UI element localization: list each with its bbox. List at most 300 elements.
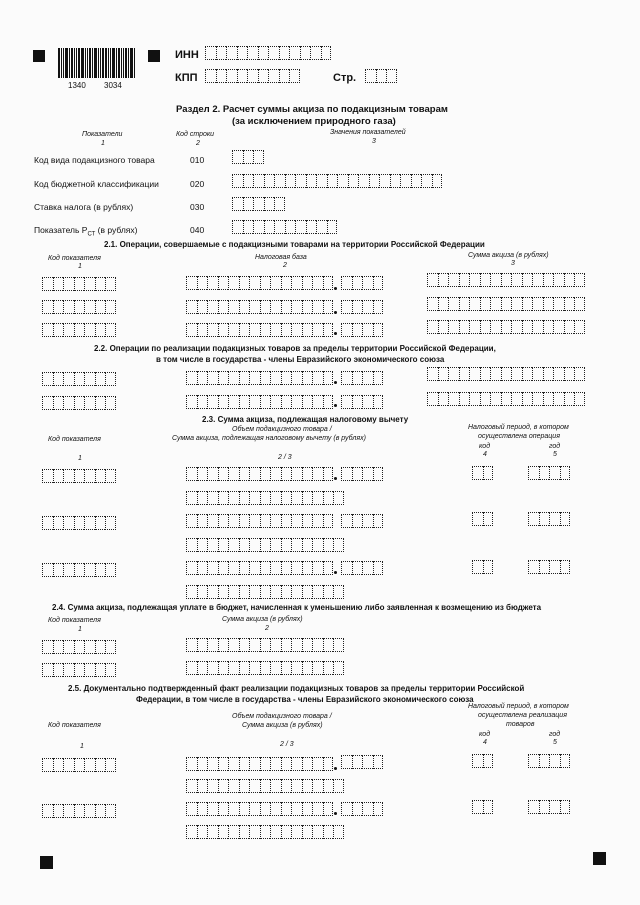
character-cell[interactable] xyxy=(480,392,491,406)
character-cell[interactable] xyxy=(438,320,449,334)
character-cell[interactable] xyxy=(197,276,208,290)
character-cell[interactable] xyxy=(323,757,334,771)
character-cell[interactable] xyxy=(74,804,85,818)
character-cell[interactable] xyxy=(528,800,539,814)
character-cell[interactable] xyxy=(323,561,334,575)
character-cell[interactable] xyxy=(42,372,53,386)
character-cell[interactable] xyxy=(373,395,384,409)
character-cell[interactable] xyxy=(291,323,302,337)
character-cell[interactable] xyxy=(483,466,494,480)
character-cell[interactable] xyxy=(323,802,334,816)
character-cell[interactable] xyxy=(63,277,74,291)
character-cell[interactable] xyxy=(333,491,344,505)
character-cell[interactable] xyxy=(207,638,218,652)
character-cell[interactable] xyxy=(400,174,411,188)
character-cell[interactable] xyxy=(365,69,376,83)
s23-period-year[interactable] xyxy=(528,560,570,574)
character-cell[interactable] xyxy=(239,300,250,314)
s23-code-field[interactable] xyxy=(42,563,116,577)
character-cell[interactable] xyxy=(459,297,470,311)
s21-code-field[interactable] xyxy=(42,300,116,314)
character-cell[interactable] xyxy=(239,276,250,290)
character-cell[interactable] xyxy=(218,638,229,652)
character-cell[interactable] xyxy=(490,273,501,287)
character-cell[interactable] xyxy=(352,276,363,290)
character-cell[interactable] xyxy=(323,491,334,505)
character-cell[interactable] xyxy=(291,395,302,409)
character-cell[interactable] xyxy=(63,640,74,654)
character-cell[interactable] xyxy=(197,779,208,793)
character-cell[interactable] xyxy=(249,395,260,409)
character-cell[interactable] xyxy=(228,323,239,337)
character-cell[interactable] xyxy=(218,802,229,816)
character-cell[interactable] xyxy=(207,661,218,675)
character-cell[interactable] xyxy=(564,320,575,334)
character-cell[interactable] xyxy=(228,538,239,552)
s25-period-year[interactable] xyxy=(528,754,570,768)
character-cell[interactable] xyxy=(323,514,334,528)
character-cell[interactable] xyxy=(528,512,539,526)
character-cell[interactable] xyxy=(289,46,300,60)
character-cell[interactable] xyxy=(197,661,208,675)
character-cell[interactable] xyxy=(84,300,95,314)
character-cell[interactable] xyxy=(42,277,53,291)
character-cell[interactable] xyxy=(532,297,543,311)
character-cell[interactable] xyxy=(483,754,494,768)
character-cell[interactable] xyxy=(239,538,250,552)
character-cell[interactable] xyxy=(270,757,281,771)
character-cell[interactable] xyxy=(341,467,352,481)
tax-rate-field[interactable] xyxy=(232,197,285,211)
character-cell[interactable] xyxy=(560,800,571,814)
character-cell[interactable] xyxy=(105,300,116,314)
character-cell[interactable] xyxy=(348,174,359,188)
character-cell[interactable] xyxy=(239,779,250,793)
character-cell[interactable] xyxy=(323,638,334,652)
character-cell[interactable] xyxy=(218,491,229,505)
character-cell[interactable] xyxy=(260,825,271,839)
character-cell[interactable] xyxy=(302,802,313,816)
character-cell[interactable] xyxy=(74,300,85,314)
character-cell[interactable] xyxy=(84,640,95,654)
character-cell[interactable] xyxy=(239,371,250,385)
character-cell[interactable] xyxy=(291,514,302,528)
character-cell[interactable] xyxy=(239,467,250,481)
character-cell[interactable] xyxy=(472,754,483,768)
character-cell[interactable] xyxy=(228,661,239,675)
character-cell[interactable] xyxy=(258,46,269,60)
s24-code-field[interactable] xyxy=(42,663,116,677)
character-cell[interactable] xyxy=(553,320,564,334)
character-cell[interactable] xyxy=(302,323,313,337)
s21-amount-field[interactable] xyxy=(427,297,585,311)
character-cell[interactable] xyxy=(549,466,560,480)
character-cell[interactable] xyxy=(260,514,271,528)
character-cell[interactable] xyxy=(448,367,459,381)
character-cell[interactable] xyxy=(243,174,254,188)
character-cell[interactable] xyxy=(42,563,53,577)
character-cell[interactable] xyxy=(270,661,281,675)
character-cell[interactable] xyxy=(553,392,564,406)
character-cell[interactable] xyxy=(312,491,323,505)
s23-volume-field[interactable] xyxy=(186,561,333,575)
character-cell[interactable] xyxy=(333,779,344,793)
character-cell[interactable] xyxy=(53,663,64,677)
character-cell[interactable] xyxy=(95,469,106,483)
character-cell[interactable] xyxy=(74,372,85,386)
character-cell[interactable] xyxy=(270,467,281,481)
character-cell[interactable] xyxy=(228,638,239,652)
s23-code-field[interactable] xyxy=(42,469,116,483)
character-cell[interactable] xyxy=(53,396,64,410)
character-cell[interactable] xyxy=(249,491,260,505)
character-cell[interactable] xyxy=(312,538,323,552)
s22-code-field[interactable] xyxy=(42,372,116,386)
character-cell[interactable] xyxy=(228,585,239,599)
character-cell[interactable] xyxy=(186,779,197,793)
character-cell[interactable] xyxy=(543,392,554,406)
character-cell[interactable] xyxy=(480,320,491,334)
character-cell[interactable] xyxy=(306,174,317,188)
character-cell[interactable] xyxy=(323,371,334,385)
character-cell[interactable] xyxy=(197,825,208,839)
character-cell[interactable] xyxy=(291,757,302,771)
character-cell[interactable] xyxy=(186,538,197,552)
character-cell[interactable] xyxy=(302,561,313,575)
character-cell[interactable] xyxy=(302,491,313,505)
character-cell[interactable] xyxy=(369,174,380,188)
character-cell[interactable] xyxy=(352,561,363,575)
character-cell[interactable] xyxy=(295,174,306,188)
character-cell[interactable] xyxy=(522,273,533,287)
character-cell[interactable] xyxy=(564,297,575,311)
character-cell[interactable] xyxy=(63,758,74,772)
character-cell[interactable] xyxy=(539,754,550,768)
character-cell[interactable] xyxy=(472,512,483,526)
character-cell[interactable] xyxy=(448,392,459,406)
character-cell[interactable] xyxy=(197,802,208,816)
character-cell[interactable] xyxy=(386,69,397,83)
character-cell[interactable] xyxy=(186,757,197,771)
character-cell[interactable] xyxy=(218,538,229,552)
character-cell[interactable] xyxy=(218,661,229,675)
character-cell[interactable] xyxy=(539,512,550,526)
character-cell[interactable] xyxy=(260,395,271,409)
character-cell[interactable] xyxy=(239,638,250,652)
s25-volume-field[interactable] xyxy=(186,802,333,816)
character-cell[interactable] xyxy=(270,802,281,816)
character-cell[interactable] xyxy=(323,467,334,481)
character-cell[interactable] xyxy=(281,371,292,385)
character-cell[interactable] xyxy=(260,538,271,552)
character-cell[interactable] xyxy=(472,560,483,574)
excise-type-code-field[interactable] xyxy=(232,150,264,164)
character-cell[interactable] xyxy=(270,561,281,575)
character-cell[interactable] xyxy=(438,367,449,381)
character-cell[interactable] xyxy=(291,779,302,793)
character-cell[interactable] xyxy=(270,585,281,599)
character-cell[interactable] xyxy=(95,300,106,314)
character-cell[interactable] xyxy=(373,323,384,337)
character-cell[interactable] xyxy=(564,392,575,406)
character-cell[interactable] xyxy=(260,371,271,385)
character-cell[interactable] xyxy=(260,323,271,337)
character-cell[interactable] xyxy=(362,395,373,409)
s21-amount-field[interactable] xyxy=(427,320,585,334)
character-cell[interactable] xyxy=(459,392,470,406)
character-cell[interactable] xyxy=(186,661,197,675)
character-cell[interactable] xyxy=(260,585,271,599)
character-cell[interactable] xyxy=(532,320,543,334)
character-cell[interactable] xyxy=(312,467,323,481)
character-cell[interactable] xyxy=(574,273,585,287)
character-cell[interactable] xyxy=(239,395,250,409)
character-cell[interactable] xyxy=(295,220,306,234)
character-cell[interactable] xyxy=(302,371,313,385)
character-cell[interactable] xyxy=(232,150,243,164)
character-cell[interactable] xyxy=(264,220,275,234)
character-cell[interactable] xyxy=(247,46,258,60)
character-cell[interactable] xyxy=(281,538,292,552)
character-cell[interactable] xyxy=(376,69,387,83)
character-cell[interactable] xyxy=(539,466,550,480)
character-cell[interactable] xyxy=(564,273,575,287)
s23-volume-field[interactable] xyxy=(186,467,333,481)
character-cell[interactable] xyxy=(95,563,106,577)
character-cell[interactable] xyxy=(549,512,560,526)
s25-code-field[interactable] xyxy=(42,758,116,772)
character-cell[interactable] xyxy=(333,538,344,552)
character-cell[interactable] xyxy=(186,825,197,839)
character-cell[interactable] xyxy=(74,323,85,337)
character-cell[interactable] xyxy=(249,300,260,314)
character-cell[interactable] xyxy=(574,297,585,311)
character-cell[interactable] xyxy=(312,323,323,337)
character-cell[interactable] xyxy=(105,469,116,483)
character-cell[interactable] xyxy=(490,367,501,381)
page-field[interactable] xyxy=(365,69,397,83)
character-cell[interactable] xyxy=(341,755,352,769)
character-cell[interactable] xyxy=(553,273,564,287)
s25-amount-field[interactable] xyxy=(186,779,344,793)
character-cell[interactable] xyxy=(84,469,95,483)
character-cell[interactable] xyxy=(207,395,218,409)
character-cell[interactable] xyxy=(560,512,571,526)
character-cell[interactable] xyxy=(218,467,229,481)
character-cell[interactable] xyxy=(218,371,229,385)
character-cell[interactable] xyxy=(427,392,438,406)
character-cell[interactable] xyxy=(260,661,271,675)
character-cell[interactable] xyxy=(197,514,208,528)
character-cell[interactable] xyxy=(291,638,302,652)
character-cell[interactable] xyxy=(438,273,449,287)
character-cell[interactable] xyxy=(312,825,323,839)
character-cell[interactable] xyxy=(228,802,239,816)
character-cell[interactable] xyxy=(186,467,197,481)
s24-amount-field[interactable] xyxy=(186,661,344,675)
s21-base-fraction[interactable] xyxy=(341,276,383,290)
character-cell[interactable] xyxy=(549,754,560,768)
character-cell[interactable] xyxy=(218,276,229,290)
character-cell[interactable] xyxy=(253,197,264,211)
character-cell[interactable] xyxy=(218,300,229,314)
character-cell[interactable] xyxy=(312,638,323,652)
character-cell[interactable] xyxy=(197,585,208,599)
character-cell[interactable] xyxy=(490,392,501,406)
character-cell[interactable] xyxy=(95,758,106,772)
character-cell[interactable] xyxy=(549,800,560,814)
character-cell[interactable] xyxy=(186,395,197,409)
character-cell[interactable] xyxy=(532,367,543,381)
character-cell[interactable] xyxy=(291,276,302,290)
character-cell[interactable] xyxy=(281,825,292,839)
s23-period-code[interactable] xyxy=(472,466,493,480)
character-cell[interactable] xyxy=(279,46,290,60)
character-cell[interactable] xyxy=(362,467,373,481)
s21-code-field[interactable] xyxy=(42,323,116,337)
kpp-field[interactable] xyxy=(205,69,300,83)
s23-volume-fraction[interactable] xyxy=(341,467,383,481)
s23-amount-field[interactable] xyxy=(186,538,344,552)
s25-period-year[interactable] xyxy=(528,800,570,814)
character-cell[interactable] xyxy=(237,69,248,83)
character-cell[interactable] xyxy=(207,300,218,314)
character-cell[interactable] xyxy=(42,516,53,530)
s25-amount-field[interactable] xyxy=(186,825,344,839)
character-cell[interactable] xyxy=(74,277,85,291)
character-cell[interactable] xyxy=(42,469,53,483)
character-cell[interactable] xyxy=(270,300,281,314)
character-cell[interactable] xyxy=(216,46,227,60)
character-cell[interactable] xyxy=(432,174,443,188)
character-cell[interactable] xyxy=(249,585,260,599)
character-cell[interactable] xyxy=(373,371,384,385)
character-cell[interactable] xyxy=(53,323,64,337)
character-cell[interactable] xyxy=(522,297,533,311)
character-cell[interactable] xyxy=(323,779,334,793)
s23-code-field[interactable] xyxy=(42,516,116,530)
character-cell[interactable] xyxy=(310,46,321,60)
character-cell[interactable] xyxy=(260,276,271,290)
character-cell[interactable] xyxy=(352,467,363,481)
s25-period-code[interactable] xyxy=(472,754,493,768)
character-cell[interactable] xyxy=(352,371,363,385)
s22-base-fraction[interactable] xyxy=(341,371,383,385)
character-cell[interactable] xyxy=(312,276,323,290)
character-cell[interactable] xyxy=(323,323,334,337)
character-cell[interactable] xyxy=(218,825,229,839)
character-cell[interactable] xyxy=(302,538,313,552)
s22-base-fraction[interactable] xyxy=(341,395,383,409)
character-cell[interactable] xyxy=(501,320,512,334)
character-cell[interactable] xyxy=(84,516,95,530)
character-cell[interactable] xyxy=(306,220,317,234)
character-cell[interactable] xyxy=(207,371,218,385)
character-cell[interactable] xyxy=(270,276,281,290)
character-cell[interactable] xyxy=(207,757,218,771)
character-cell[interactable] xyxy=(281,802,292,816)
character-cell[interactable] xyxy=(63,372,74,386)
character-cell[interactable] xyxy=(84,563,95,577)
character-cell[interactable] xyxy=(197,395,208,409)
character-cell[interactable] xyxy=(105,663,116,677)
character-cell[interactable] xyxy=(207,802,218,816)
character-cell[interactable] xyxy=(341,395,352,409)
character-cell[interactable] xyxy=(74,396,85,410)
character-cell[interactable] xyxy=(249,371,260,385)
character-cell[interactable] xyxy=(312,371,323,385)
character-cell[interactable] xyxy=(291,371,302,385)
character-cell[interactable] xyxy=(228,276,239,290)
character-cell[interactable] xyxy=(249,323,260,337)
character-cell[interactable] xyxy=(560,754,571,768)
character-cell[interactable] xyxy=(226,46,237,60)
character-cell[interactable] xyxy=(239,757,250,771)
character-cell[interactable] xyxy=(291,825,302,839)
character-cell[interactable] xyxy=(197,467,208,481)
character-cell[interactable] xyxy=(448,297,459,311)
character-cell[interactable] xyxy=(253,174,264,188)
character-cell[interactable] xyxy=(63,323,74,337)
character-cell[interactable] xyxy=(321,46,332,60)
s21-amount-field[interactable] xyxy=(427,273,585,287)
character-cell[interactable] xyxy=(312,514,323,528)
character-cell[interactable] xyxy=(522,392,533,406)
character-cell[interactable] xyxy=(232,197,243,211)
character-cell[interactable] xyxy=(243,150,254,164)
character-cell[interactable] xyxy=(285,220,296,234)
character-cell[interactable] xyxy=(218,779,229,793)
character-cell[interactable] xyxy=(281,467,292,481)
character-cell[interactable] xyxy=(228,561,239,575)
character-cell[interactable] xyxy=(337,174,348,188)
character-cell[interactable] xyxy=(291,300,302,314)
character-cell[interactable] xyxy=(232,174,243,188)
character-cell[interactable] xyxy=(74,663,85,677)
character-cell[interactable] xyxy=(574,392,585,406)
character-cell[interactable] xyxy=(472,800,483,814)
s23-amount-field[interactable] xyxy=(186,491,344,505)
character-cell[interactable] xyxy=(427,320,438,334)
character-cell[interactable] xyxy=(274,197,285,211)
character-cell[interactable] xyxy=(522,320,533,334)
character-cell[interactable] xyxy=(543,320,554,334)
character-cell[interactable] xyxy=(302,661,313,675)
character-cell[interactable] xyxy=(63,516,74,530)
s23-period-code[interactable] xyxy=(472,560,493,574)
character-cell[interactable] xyxy=(84,804,95,818)
character-cell[interactable] xyxy=(312,802,323,816)
character-cell[interactable] xyxy=(74,563,85,577)
character-cell[interactable] xyxy=(228,467,239,481)
character-cell[interactable] xyxy=(522,367,533,381)
character-cell[interactable] xyxy=(74,640,85,654)
character-cell[interactable] xyxy=(459,273,470,287)
character-cell[interactable] xyxy=(341,276,352,290)
character-cell[interactable] xyxy=(186,585,197,599)
s24-amount-field[interactable] xyxy=(186,638,344,652)
character-cell[interactable] xyxy=(480,367,491,381)
character-cell[interactable] xyxy=(95,277,106,291)
character-cell[interactable] xyxy=(564,367,575,381)
character-cell[interactable] xyxy=(333,825,344,839)
character-cell[interactable] xyxy=(501,273,512,287)
character-cell[interactable] xyxy=(362,514,373,528)
character-cell[interactable] xyxy=(226,69,237,83)
character-cell[interactable] xyxy=(239,585,250,599)
character-cell[interactable] xyxy=(63,563,74,577)
character-cell[interactable] xyxy=(258,69,269,83)
